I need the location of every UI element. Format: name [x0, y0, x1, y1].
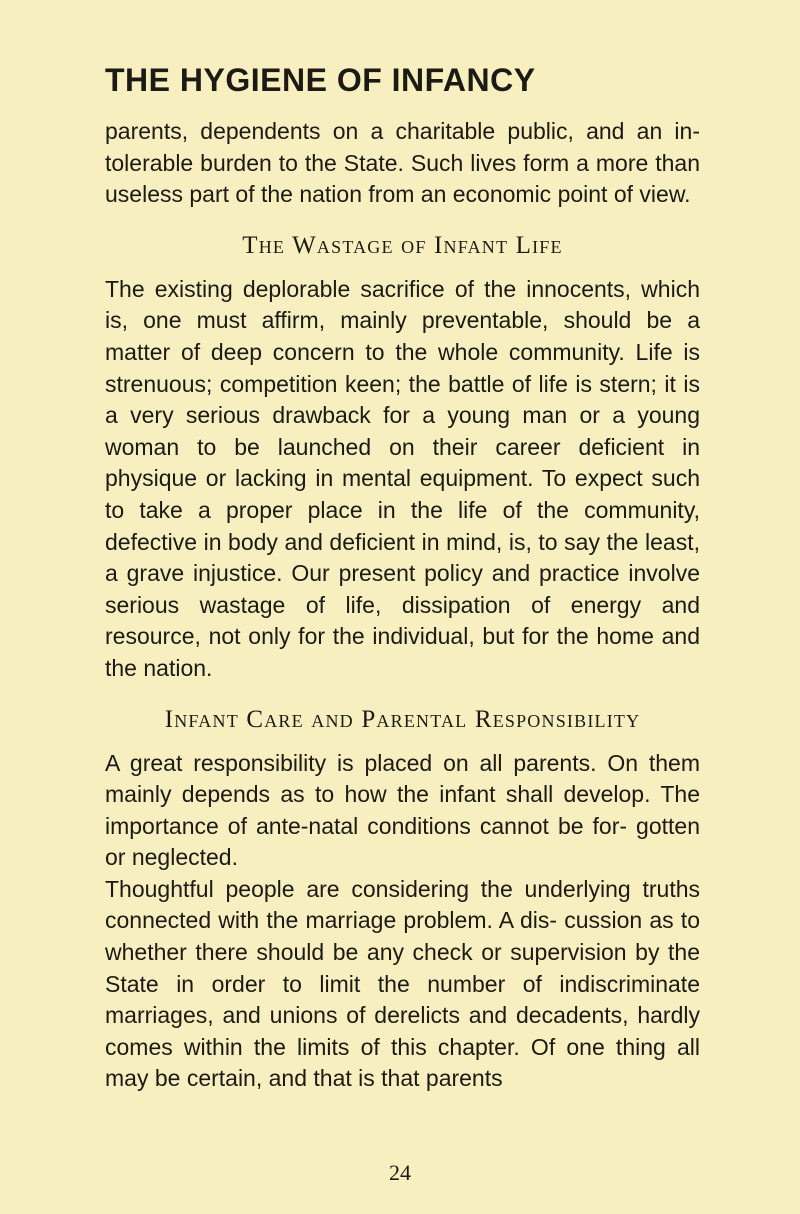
running-head: THE HYGIENE OF INFANCY: [105, 62, 536, 98]
book-page: [105, 62, 700, 1095]
paragraph-wastage: The existing deplorable sacrifice of the innocents, which is, one must affirm, mainly preventable, should be a matter of deep concern to the whole community. Life is strenuous; competition keen; the battle of life is stern; it is a very serious drawback for a young man or a young woman to be launched on their career deficient in physique or lacking in mental equipment. To expect such to take a proper place in the life of the community, defective in body and deficient in mind, is, to say the least, a grave injustice. Our present policy and practice involve serious wastage of life, dissipation of energy and resource, not only for the individual, but for the home and the nation.: [105, 275, 700, 681]
section-heading-parental-responsibility: Infant Care and Parental Responsibility: [164, 705, 641, 733]
paragraph-responsibility: A great responsibility is placed on all parents. On them mainly depends as to how the infant shall develop. The importance of ante-natal conditions cannot be for- gotten or neglected.: [105, 749, 700, 871]
page-number: 24: [389, 1160, 411, 1185]
paragraph-marriage-problem: Thoughtful people are considering the underlying truths connected with the marriage problem. A dis- cussion as to whether there should be any check or supervision by the State in order to limit the number of indiscriminate marriages, and unions of derelicts and decadents, hardly comes within the limits of this chapter. Of one thing all may be certain, and that is that parents: [105, 875, 700, 1092]
paragraph-intro: parents, dependents on a charitable public, and an in- tolerable burden to the State. Such lives form a more than useless part of the nation from an economic point of view.: [105, 118, 700, 208]
section-heading-wastage: The Wastage of Infant Life: [242, 231, 563, 259]
